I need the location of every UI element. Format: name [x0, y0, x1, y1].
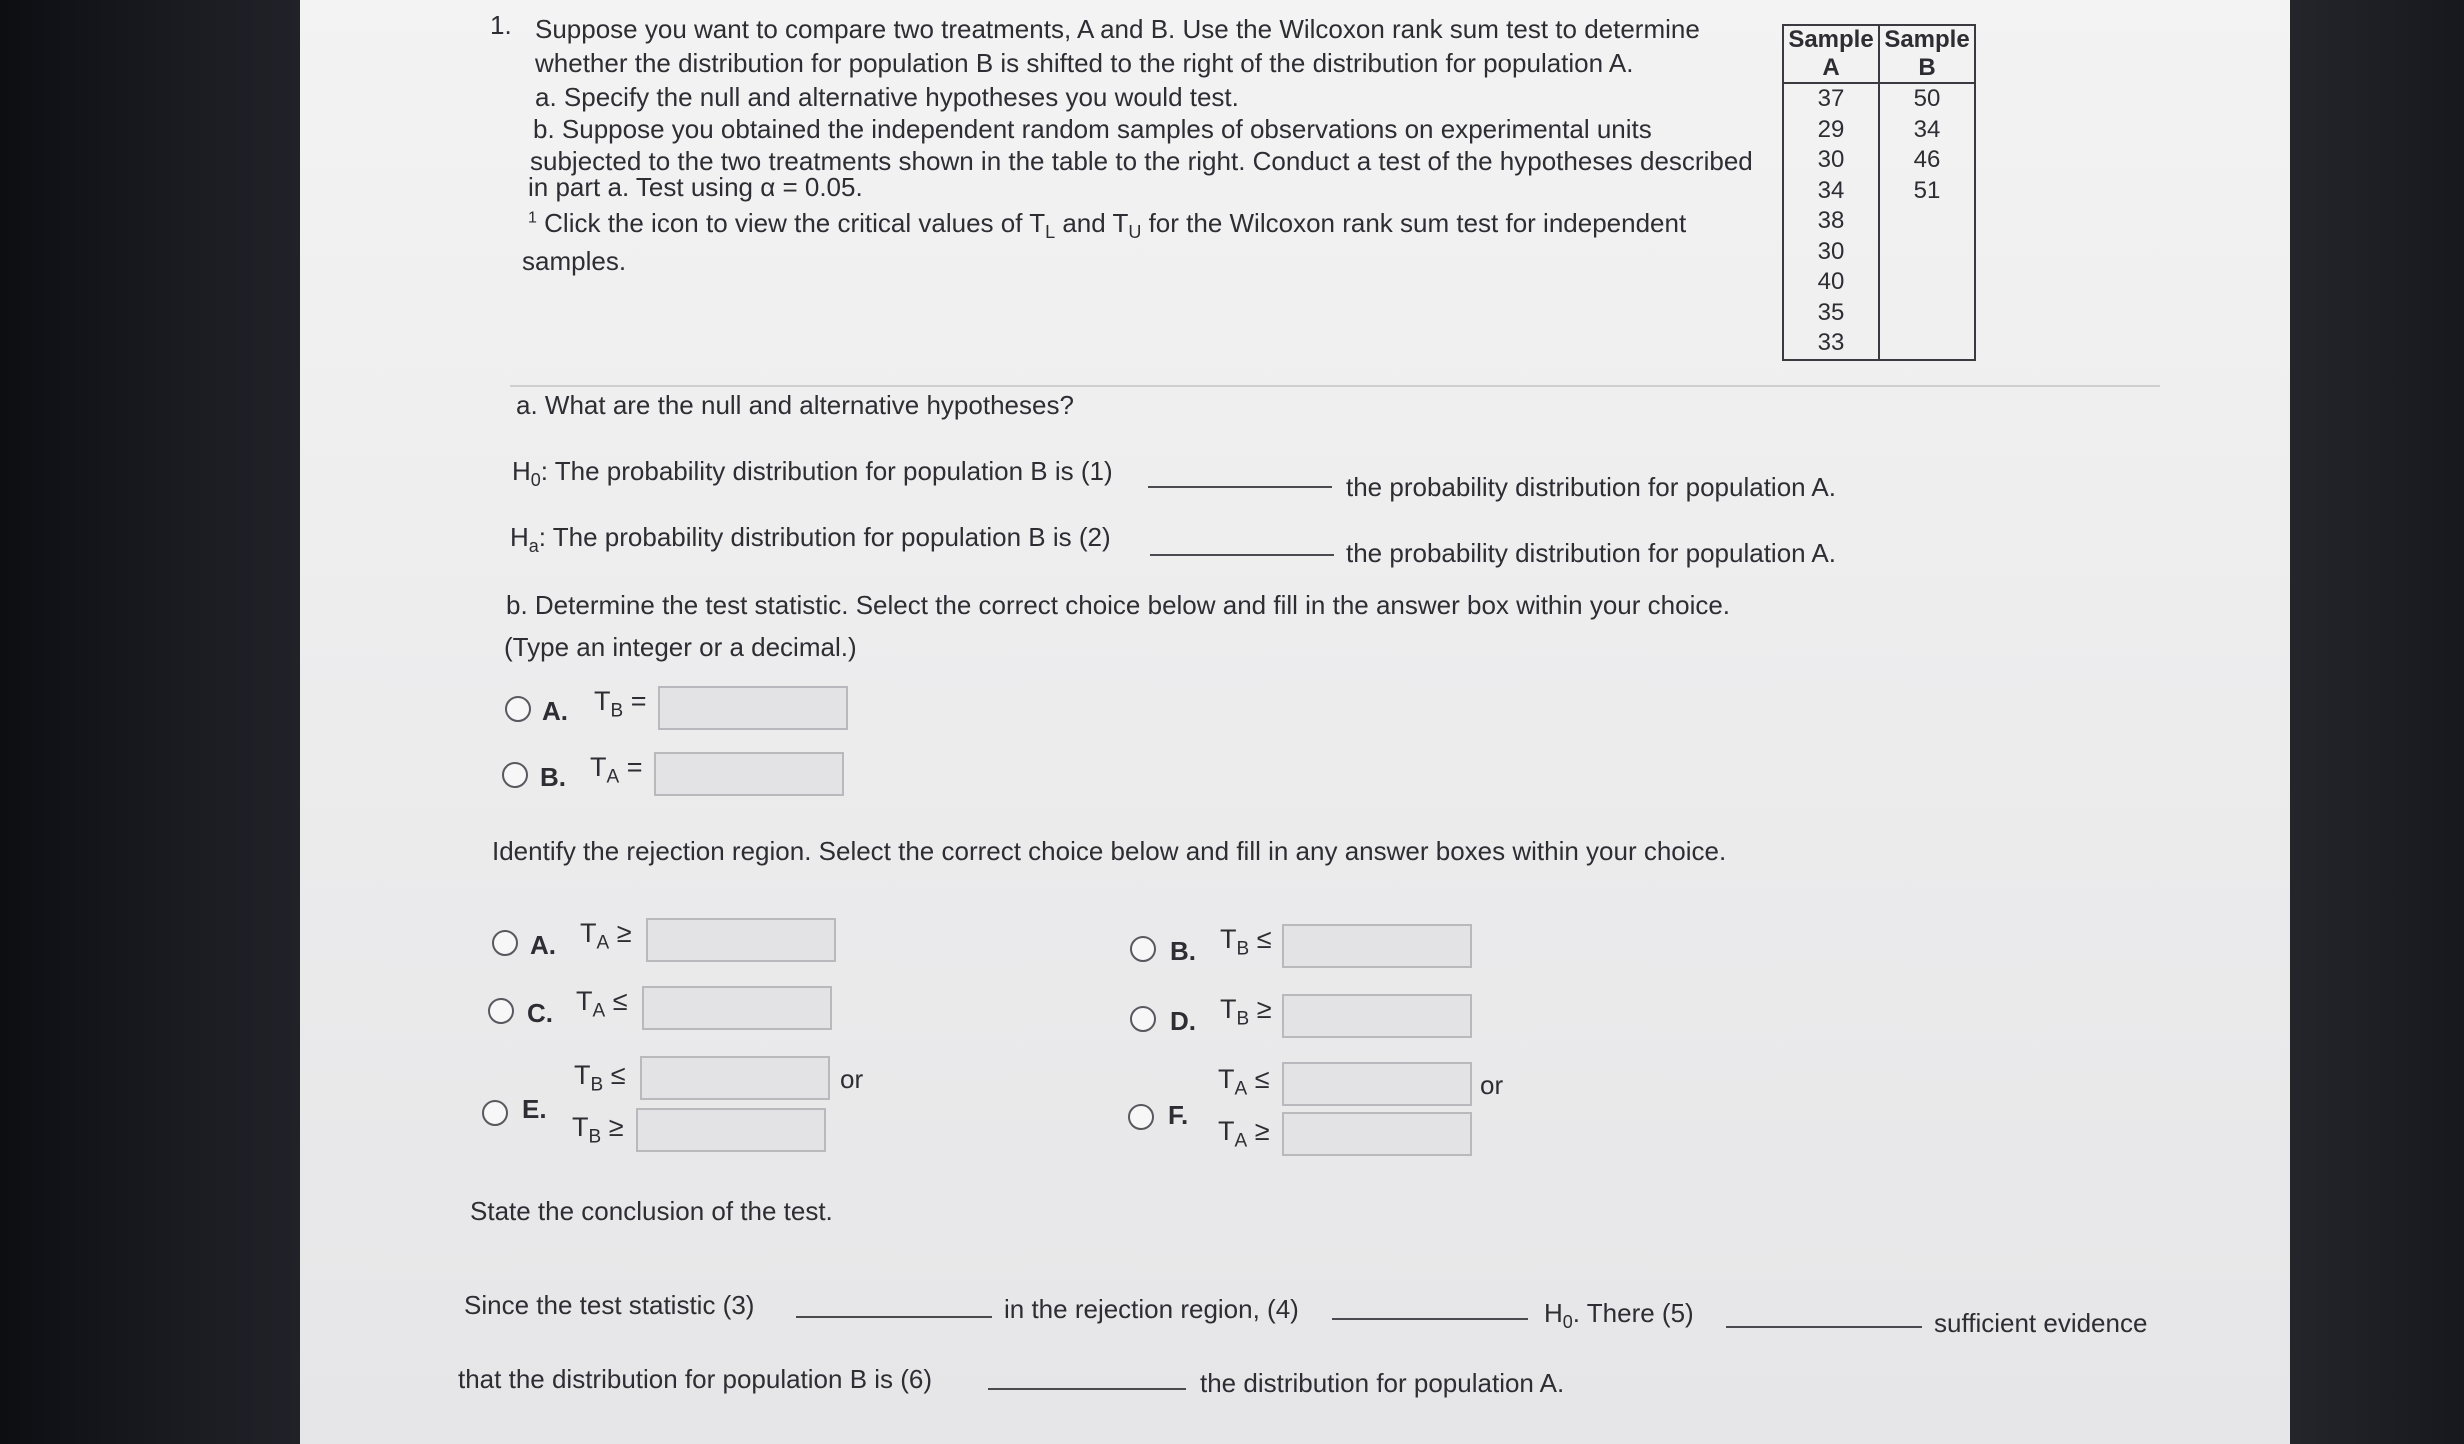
conclusion-text-3 — [1544, 1298, 1694, 1333]
cell-b-8 — [1879, 298, 1975, 329]
alt-hypothesis-text — [510, 522, 1111, 557]
h0-tail-text: the probability distribution for population A. — [1346, 472, 1836, 502]
cell-a-9: 33 — [1783, 328, 1879, 360]
rejection-e-box-lower[interactable] — [640, 1056, 830, 1100]
cell-a-1: 37 — [1783, 83, 1879, 115]
option-a-sub: B — [610, 700, 624, 722]
rejection-a-t: T — [580, 918, 597, 948]
subheader-a: A — [1783, 54, 1879, 83]
rejection-b-rel: ≤ — [1249, 924, 1272, 954]
cell-a-4: 34 — [1783, 176, 1879, 207]
cell-b-4: 51 — [1879, 176, 1975, 207]
rejection-e-symbol-1 — [574, 1060, 626, 1096]
cell-b-2: 34 — [1879, 115, 1975, 146]
rejection-a-rel: ≥ — [609, 918, 632, 948]
radio-rejection-a[interactable] — [492, 930, 518, 956]
rejection-f-symbol-2 — [1218, 1116, 1270, 1152]
footnote-sub-u: U — [1128, 222, 1142, 243]
option-b-rel: = — [619, 752, 643, 782]
rejection-c-sub: A — [592, 1000, 606, 1022]
ta-answer-box[interactable] — [654, 752, 844, 796]
radio-rejection-e[interactable] — [482, 1100, 508, 1126]
conclusion-text-4: sufficient evidence — [1934, 1308, 2148, 1338]
blank-6-dropdown[interactable] — [988, 1388, 1186, 1390]
h0-label: H — [512, 456, 531, 486]
rejection-f-sub1: A — [1234, 1078, 1248, 1100]
ha-tail-text: the probability distribution for population A. — [1346, 538, 1836, 568]
rejection-c-symbol — [576, 986, 628, 1022]
radio-rejection-b[interactable] — [1130, 936, 1156, 962]
option-b-t: T — [590, 752, 607, 782]
radio-option-b[interactable] — [502, 762, 528, 788]
option-b-letter: B. — [540, 762, 566, 792]
radio-rejection-c[interactable] — [488, 998, 514, 1024]
rejection-f-t1: T — [1218, 1064, 1235, 1094]
intro-line-2: whether the distribution for population B is shifted to the right of the distribution for population A. — [535, 48, 1634, 78]
cell-b-5 — [1879, 206, 1975, 237]
rejection-e-sub2: B — [588, 1126, 602, 1148]
blank-4-dropdown[interactable] — [1332, 1318, 1528, 1320]
rejection-e-letter: E. — [522, 1094, 547, 1124]
rejection-c-box[interactable] — [642, 986, 832, 1030]
part-b-hint: (Type an integer or a decimal.) — [504, 632, 857, 662]
rejection-b-symbol — [1220, 924, 1272, 960]
ha-label: H — [510, 522, 529, 552]
cell-b-6 — [1879, 237, 1975, 268]
rejection-a-letter: A. — [530, 930, 556, 960]
subheader-b: B — [1879, 54, 1975, 83]
cell-a-7: 40 — [1783, 267, 1879, 298]
rejection-c-letter: C. — [527, 998, 553, 1028]
h0-statement: : The probability distribution for population B is (1) — [540, 456, 1113, 486]
rejection-d-letter: D. — [1170, 1006, 1196, 1036]
option-a-rel: = — [623, 686, 647, 716]
conclusion-h-sub: 0 — [1562, 1312, 1573, 1333]
rejection-b-sub: B — [1236, 938, 1250, 960]
rejection-e-t2: T — [572, 1112, 589, 1142]
rejection-b-box[interactable] — [1282, 924, 1472, 968]
cell-a-5: 38 — [1783, 206, 1879, 237]
rejection-e-symbol-2 — [572, 1112, 624, 1148]
rejection-a-symbol — [580, 918, 632, 954]
option-a-t: T — [594, 686, 611, 716]
cell-b-7 — [1879, 267, 1975, 298]
rejection-d-sub: B — [1236, 1008, 1250, 1030]
radio-rejection-f[interactable] — [1128, 1104, 1154, 1130]
cell-a-6: 30 — [1783, 237, 1879, 268]
part-b-line-3: in part a. Test using α = 0.05. — [528, 172, 863, 202]
cell-a-3: 30 — [1783, 145, 1879, 176]
rejection-b-letter: B. — [1170, 936, 1196, 966]
rejection-f-rel1: ≤ — [1247, 1064, 1270, 1094]
intro-line-1: Suppose you want to compare two treatments, A and B. Use the Wilcoxon rank sum test to determine — [535, 14, 1700, 44]
cell-a-2: 29 — [1783, 115, 1879, 146]
footnote-link[interactable] — [528, 208, 1686, 243]
rejection-d-t: T — [1220, 994, 1237, 1024]
rejection-a-box[interactable] — [646, 918, 836, 962]
question-number: 1. — [490, 10, 512, 40]
rejection-d-symbol — [1220, 994, 1272, 1030]
h0-sub: 0 — [530, 470, 541, 491]
rejection-e-t1: T — [574, 1060, 591, 1090]
cell-a-8: 35 — [1783, 298, 1879, 329]
header-sample-b: Sample — [1879, 25, 1975, 54]
rejection-f-box-upper[interactable] — [1282, 1112, 1472, 1156]
section-divider — [510, 385, 2160, 387]
null-hypothesis-text — [512, 456, 1113, 491]
part-b-prompt: b. Determine the test statistic. Select the correct choice below and fill in the answer box within your choice. — [506, 590, 1731, 620]
rejection-d-box[interactable] — [1282, 994, 1472, 1038]
rejection-e-rel2: ≥ — [601, 1112, 624, 1142]
cell-b-1: 50 — [1879, 83, 1975, 115]
ha-sub: a — [528, 536, 539, 557]
screen-bezel-right — [2280, 0, 2464, 1444]
footnote-and: and T — [1055, 208, 1129, 238]
rejection-c-rel: ≤ — [605, 986, 628, 1016]
blank-5-dropdown[interactable] — [1726, 1326, 1922, 1328]
part-a-instruction: a. Specify the null and alternative hypotheses you would test. — [535, 82, 1239, 112]
rejection-f-letter: F. — [1168, 1100, 1189, 1130]
rejection-prompt: Identify the rejection region. Select the correct choice below and fill in any answer boxes within your choice. — [492, 836, 1727, 866]
conclusion-text-5: that the distribution for population B is (6) — [458, 1364, 933, 1394]
rejection-f-t2: T — [1218, 1116, 1235, 1146]
conclusion-text-2: in the rejection region, (4) — [1004, 1294, 1299, 1324]
conclusion-text-1: Since the test statistic (3) — [464, 1290, 755, 1320]
option-b-symbol — [590, 752, 642, 788]
part-b-line-2: subjected to the two treatments shown in the table to the right. Conduct a test of the hypotheses described — [530, 146, 1753, 176]
sample-data-table — [1782, 24, 1976, 361]
part-a-prompt: a. What are the null and alternative hypotheses? — [516, 390, 1074, 420]
option-b-sub: A — [606, 766, 620, 788]
rejection-f-symbol-1 — [1218, 1064, 1270, 1100]
cell-b-3: 46 — [1879, 145, 1975, 176]
option-a-symbol — [594, 686, 646, 722]
blank-2-dropdown[interactable] — [1150, 554, 1334, 556]
footnote-text-1: Click the icon to view the critical values of T — [544, 208, 1046, 238]
rejection-a-sub: A — [596, 932, 610, 954]
rejection-f-rel2: ≥ — [1247, 1116, 1270, 1146]
option-a-letter: A. — [542, 696, 568, 726]
radio-option-a[interactable] — [505, 696, 531, 722]
conclusion-there: . There (5) — [1572, 1298, 1694, 1328]
rejection-f-box-lower[interactable] — [1282, 1062, 1472, 1106]
rejection-e-box-upper[interactable] — [636, 1108, 826, 1152]
ha-statement: : The probability distribution for population B is (2) — [538, 522, 1111, 552]
tb-answer-box[interactable] — [658, 686, 848, 730]
blank-3-dropdown[interactable] — [796, 1316, 992, 1318]
blank-1-dropdown[interactable] — [1148, 486, 1332, 488]
cell-b-9 — [1879, 328, 1975, 360]
rejection-f-sub2: A — [1234, 1130, 1248, 1152]
part-b-line-1: b. Suppose you obtained the independent random samples of observations on experimental units — [533, 114, 1652, 144]
footnote-mark: 1 — [528, 209, 537, 227]
footnote-sub-l: L — [1045, 222, 1056, 243]
conclusion-h: H — [1544, 1298, 1563, 1328]
radio-rejection-d[interactable] — [1130, 1006, 1156, 1032]
rejection-e-sub1: B — [590, 1074, 604, 1096]
footnote-text-2: for the Wilcoxon rank sum test for independent — [1141, 208, 1687, 238]
header-sample-a: Sample — [1783, 25, 1879, 54]
rejection-c-t: T — [576, 986, 593, 1016]
rejection-e-rel1: ≤ — [603, 1060, 626, 1090]
screen-bezel-left — [0, 0, 320, 1444]
conclusion-text-6: the distribution for population A. — [1200, 1368, 1565, 1398]
rejection-d-rel: ≥ — [1249, 994, 1272, 1024]
footnote-line-2: samples. — [522, 246, 627, 276]
rejection-e-or: or — [840, 1064, 864, 1094]
conclusion-prompt: State the conclusion of the test. — [470, 1196, 833, 1226]
rejection-f-or: or — [1480, 1070, 1504, 1100]
rejection-b-t: T — [1220, 924, 1237, 954]
